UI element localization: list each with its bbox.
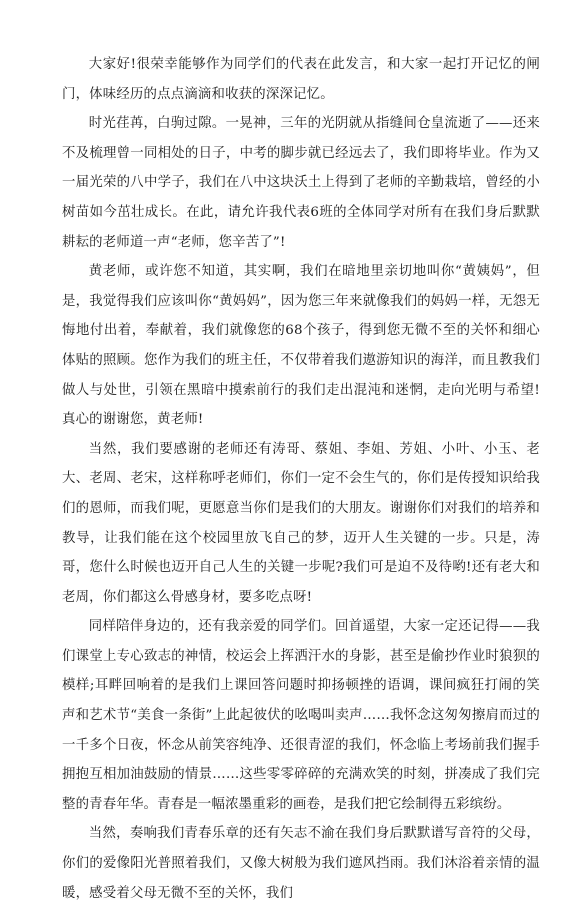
paragraph-teacher-huang: 黄老师，或许您不知道，其实啊，我们在暗地里亲切地叫你“黄姨妈”，但是，我觉得我们应该叫你“黄妈妈”，因为您三年来就像我们的妈妈一样，无怨无悔地付出着，奉献着，我们就像您的68个孩子，得到您无微不至的关怀和细心体贴的照顾。您作为我们的班主任，不仅带着我们遨游知识的海洋，而且教我们做人与处世，引领在黑暗中摸索前行的我们走出混沌和迷惘，走向光明与希望!真心的谢谢您，黄老师! — [62, 264, 540, 428]
paragraph-other-teachers: 当然，我们要感谢的老师还有涛哥、蔡姐、李姐、芳姐、小叶、小玉、老大、老周、老宋，这样称呼老师们，你们一定不会生气的，你们是传授知识给我们的恩师，而我们呢，更愿意当你们是我们的大朋友。谢谢你们对我们的培养和教导，让我们能在这个校园里放飞自己的梦，迈开人生关键的一步。只是，涛哥，您什么时候也迈开自己人生的关键一步呢?我们可是迫不及待哟!还有老大和老周，你们都这么骨感身材，要多吃点呀! — [62, 441, 540, 605]
paragraph-time-passing: 时光荏苒，白驹过隙。一晃神，三年的光阴就从指缝间仓皇流逝了——还来不及梳理曾一同相处的日子，中考的脚步就已经远去了，我们即将毕业。作为又一届光荣的八中学子，我们在八中这块沃土上得到了老师的辛勤栽培，曾经的小树苗如今茁壮成长。在此，请允许我代表6班的全体同学对所有在我们身后默默耕耘的老师道一声“老师，您辛苦了”! — [62, 116, 540, 250]
paragraph-parents: 当然，奏响我们青春乐章的还有矢志不渝在我们身后默默谱写音符的父母，你们的爱像阳光普照着我们，又像大树般为我们遮风挡雨。我们沐浴着亲情的温暖，感受着父母无微不至的关怀，我们 — [62, 826, 540, 901]
paragraph-classmates: 同样陪伴身边的，还有我亲爱的同学们。回首遥望，大家一定还记得——我们课堂上专心致志的神情，校运会上挥洒汗水的身影，甚至是偷抄作业时狼狈的模样;耳畔回响着的是我们上课回答问题时抑扬顿挫的语调，课间疯狂打闹的笑声和艺术节“美食一条街”上此起彼伏的吆喝叫卖声……我怀念这匆匆擦肩而过的一千多个日夜，怀念从前笑容纯净、还很青涩的我们，怀念临上考场前我们握手拥抱互相加油鼓励的情景……这些零零碎碎的充满欢笑的时刻，拼凑成了我们完整的青春年华。青春是一幅浓墨重彩的画卷，是我们把它绘制得五彩缤纷。 — [62, 619, 540, 812]
paragraph-greeting: 大家好!很荣幸能够作为同学们的代表在此发言，和大家一起打开记忆的闸门，体味经历的点点滴滴和收获的深深记忆。 — [62, 57, 540, 102]
